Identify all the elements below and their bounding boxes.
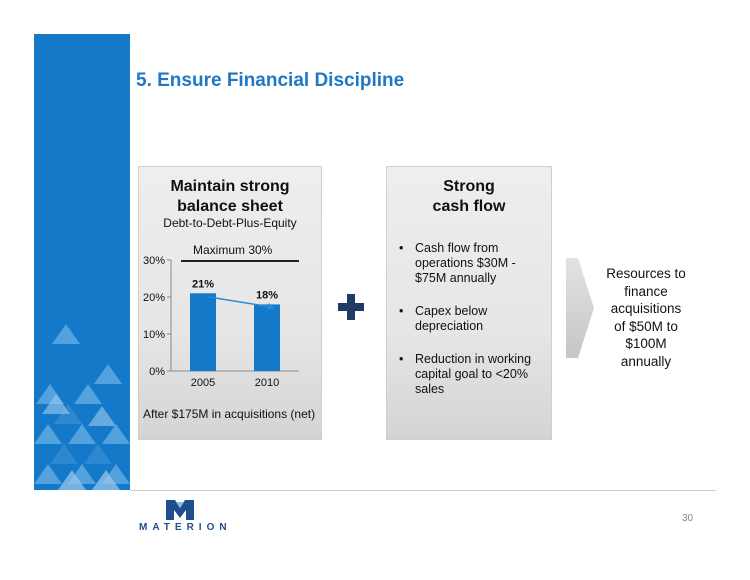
triangle-pattern-icon [34, 34, 130, 490]
bar-2010 [254, 304, 280, 371]
cash-flow-bullet-list [399, 241, 549, 415]
panel-heading-line2: cash flow [432, 198, 506, 215]
x-tick-label: 2005 [190, 377, 216, 389]
decorative-side-band [34, 34, 130, 490]
plus-icon [338, 294, 364, 320]
bullet-line: sales [415, 382, 445, 396]
result-text [594, 265, 698, 370]
footer-divider [130, 490, 716, 491]
result-line: acquisitions [610, 301, 682, 316]
bullet-dot-icon: • [399, 241, 404, 255]
bullet-line: Reduction in working [415, 352, 532, 366]
result-line: of $50M to [614, 318, 678, 334]
bullet-item [399, 352, 549, 397]
x-tick-label: 2010 [254, 377, 280, 389]
materion-logo-text: MATERION [139, 522, 232, 533]
panel-subheading: Debt-to-Debt-Plus-Equity [163, 216, 297, 230]
panel-heading-line2: balance sheet [177, 198, 283, 215]
bullet-dot-icon: • [399, 304, 404, 318]
chevron-right-icon [566, 258, 594, 358]
y-tick-label: 30% [142, 255, 165, 267]
bar-value-label: 21% [191, 278, 215, 291]
bullet-dot-icon: • [399, 352, 404, 366]
bullet-item [399, 304, 549, 334]
bullet-line: Cash flow from [415, 241, 499, 255]
maximum-label: Maximum 30% [193, 243, 273, 257]
cash-flow-panel [386, 166, 552, 440]
bar-value-label: 18% [255, 289, 279, 302]
bullet-line: depreciation [415, 319, 484, 333]
panel-heading-line1: Strong [443, 178, 495, 195]
bullet-item [399, 241, 549, 286]
debt-ratio-chart [139, 167, 323, 397]
bullet-line: capital goal to <20% [415, 367, 528, 381]
y-tick-label: 20% [142, 292, 165, 304]
bar-2005 [190, 293, 216, 371]
page-number: 30 [682, 513, 694, 524]
balance-sheet-panel [138, 166, 322, 440]
bullet-line: $75M annually [415, 271, 497, 285]
slide-title: 5. Ensure Financial Discipline [136, 70, 405, 91]
materion-logo-icon [166, 500, 194, 520]
result-line: $100M [625, 336, 667, 351]
result-line: finance [624, 283, 668, 299]
bullet-line: operations $30M - [415, 256, 516, 270]
y-tick-label: 10% [142, 329, 165, 341]
bullet-line: Capex below [415, 304, 488, 318]
chart-footnote: After $175M in acquisitions (net) [143, 407, 316, 421]
result-line: annually [620, 353, 672, 369]
y-tick-label: 0% [149, 366, 165, 378]
result-line: Resources to [606, 266, 686, 281]
panel-heading-line1: Maintain strong [170, 178, 290, 195]
